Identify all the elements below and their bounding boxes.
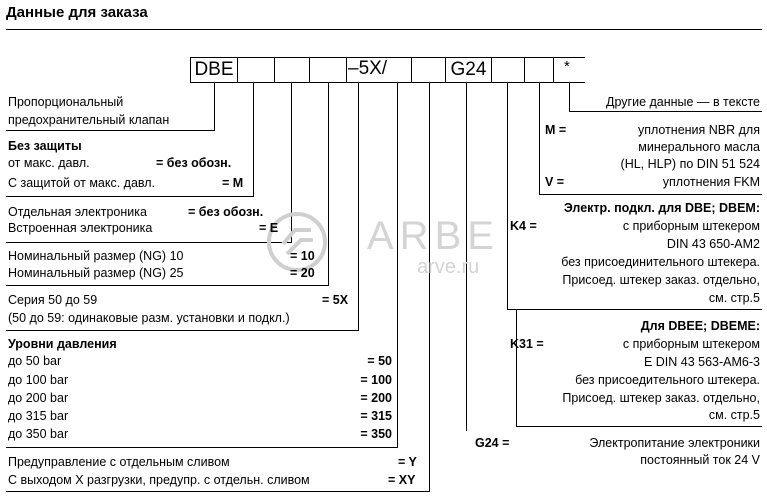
connector-k31-line: Присоед. штекер заказ. отдельно,	[562, 391, 760, 405]
protection-value-2: = без обозн.	[156, 156, 232, 170]
protection-line-1: Без защиты	[8, 139, 82, 153]
pilot-line-1: Предуправление с отдельным сливом	[8, 455, 230, 469]
protection-value-3: = M	[222, 176, 244, 190]
connector-k4-line: с приборным штекером	[622, 219, 760, 233]
pressure-row-value: = 350	[360, 427, 392, 441]
power-code: G24 =	[475, 436, 510, 450]
size-line-1: Номинальный размер (NG) 10	[8, 249, 184, 263]
code-box-g24: G24	[445, 57, 492, 83]
electronics-value-2: = E	[259, 221, 279, 235]
protection-line-2: от макс. давл.	[8, 156, 90, 170]
pressure-row-label: до 350 bar	[8, 427, 69, 441]
page-title: Данные для заказа	[6, 4, 148, 21]
leader-line	[6, 242, 292, 243]
leader-line	[6, 447, 398, 448]
connector-k31-line: с приборным штекером	[622, 337, 760, 351]
leader-line	[569, 111, 762, 112]
leader-line	[6, 130, 215, 131]
electronics-value-1: = без обозн.	[188, 205, 264, 219]
valve-line-1: Пропорциональный	[8, 95, 124, 109]
watermark-logo-text: ARBE	[367, 214, 500, 258]
pressure-row-label: до 100 bar	[8, 373, 69, 387]
pressure-row-value: = 200	[360, 391, 392, 405]
power-line: Электропитание электроники	[589, 436, 760, 450]
leader-line	[539, 83, 540, 194]
leader-line	[214, 83, 215, 130]
leader-line	[6, 491, 430, 492]
pilot-line-2: С выходом X разгрузки, предупр. с отдельн. сливом	[8, 473, 310, 487]
connector-k31-code: K31 =	[510, 337, 544, 351]
leader-line	[6, 330, 359, 331]
seal-m-line: минерального масла	[638, 140, 760, 154]
watermark-url: arve.ru	[417, 256, 480, 278]
leader-line	[516, 309, 517, 426]
connector-k4-line: DIN 43 650-AM2	[666, 237, 760, 251]
code-series: –5X/	[348, 58, 388, 79]
connector-k4-line: см. стр.5	[708, 291, 760, 305]
pilot-value-2: = XY	[388, 473, 416, 487]
series-line-1: Серия 50 до 59	[8, 293, 98, 307]
other-data-note: Другие данные — в тексте	[606, 95, 760, 109]
code-series-top	[347, 57, 411, 58]
pressure-row-value: = 50	[367, 354, 392, 368]
leader-line	[358, 83, 359, 330]
pressure-row-label: до 315 bar	[8, 409, 69, 423]
pressure-row-value: = 100	[360, 373, 392, 387]
electronics-line-1: Отдельная электроника	[8, 205, 147, 219]
connector-heading-2: Для DBEE; DBEME:	[640, 319, 760, 333]
connector-k31-line: E DIN 43 563-AM6-3	[643, 355, 760, 369]
code-box-electronics	[274, 57, 310, 83]
code-box-dbe: DBE	[190, 57, 238, 83]
seal-m-code: M =	[545, 123, 567, 137]
code-box-size	[309, 57, 347, 83]
pressure-heading: Уровни давления	[8, 337, 117, 351]
code-box-pilot	[411, 57, 446, 83]
pressure-row-label: до 200 bar	[8, 391, 69, 405]
protection-line-3: С защитой от макс. давл.	[8, 176, 156, 190]
size-value-2: = 20	[290, 266, 315, 280]
seal-v-line: уплотнения FKM	[662, 175, 760, 189]
leader-line	[539, 194, 762, 195]
power-line: постоянный ток 24 V	[640, 453, 760, 467]
connector-k31-line: без присоедительного штекера.	[575, 373, 760, 387]
leader-line	[429, 83, 430, 491]
leader-line	[6, 196, 254, 197]
pressure-row-value: = 315	[360, 409, 392, 423]
seal-m-line: (HL, HLP) по DIN 51 524	[620, 157, 760, 171]
leader-line	[507, 309, 762, 310]
series-value-1: = 5X	[322, 293, 349, 307]
series-line-2: (50 до 59: одинаковые разм. установки и подкл.)	[8, 311, 290, 325]
connector-k4-code: K4 =	[510, 219, 537, 233]
size-line-2: Номинальный размер (NG) 25	[8, 266, 184, 280]
connector-k31-line: см. стр.5	[708, 408, 760, 422]
code-box-protection	[237, 57, 275, 83]
code-series-bottom	[347, 82, 411, 83]
connector-k4-line: без присоединительного штекера.	[561, 255, 760, 269]
valve-line-2: предохранительный клапан	[8, 113, 170, 127]
size-value-1: = 10	[290, 249, 315, 263]
pressure-row-label: до 50 bar	[8, 354, 62, 368]
code-box-seals	[524, 57, 554, 83]
code-star-top	[554, 57, 585, 58]
code-star: *	[564, 58, 570, 75]
seal-v-code: V =	[545, 175, 565, 189]
leader-line	[6, 285, 329, 286]
seal-m-line: уплотнения NBR для	[637, 123, 760, 137]
title-divider	[6, 29, 762, 30]
connector-heading-1: Электр. подкл. для DBE; DBEM:	[563, 201, 760, 215]
electronics-line-2: Встроенная электроника	[8, 221, 153, 235]
leader-line	[253, 83, 254, 196]
code-box-connector	[491, 57, 525, 83]
leader-line	[516, 426, 762, 427]
connector-k4-line: Присоед. штекер заказ. отдельно,	[562, 273, 760, 287]
pilot-value-1: = Y	[398, 455, 417, 469]
